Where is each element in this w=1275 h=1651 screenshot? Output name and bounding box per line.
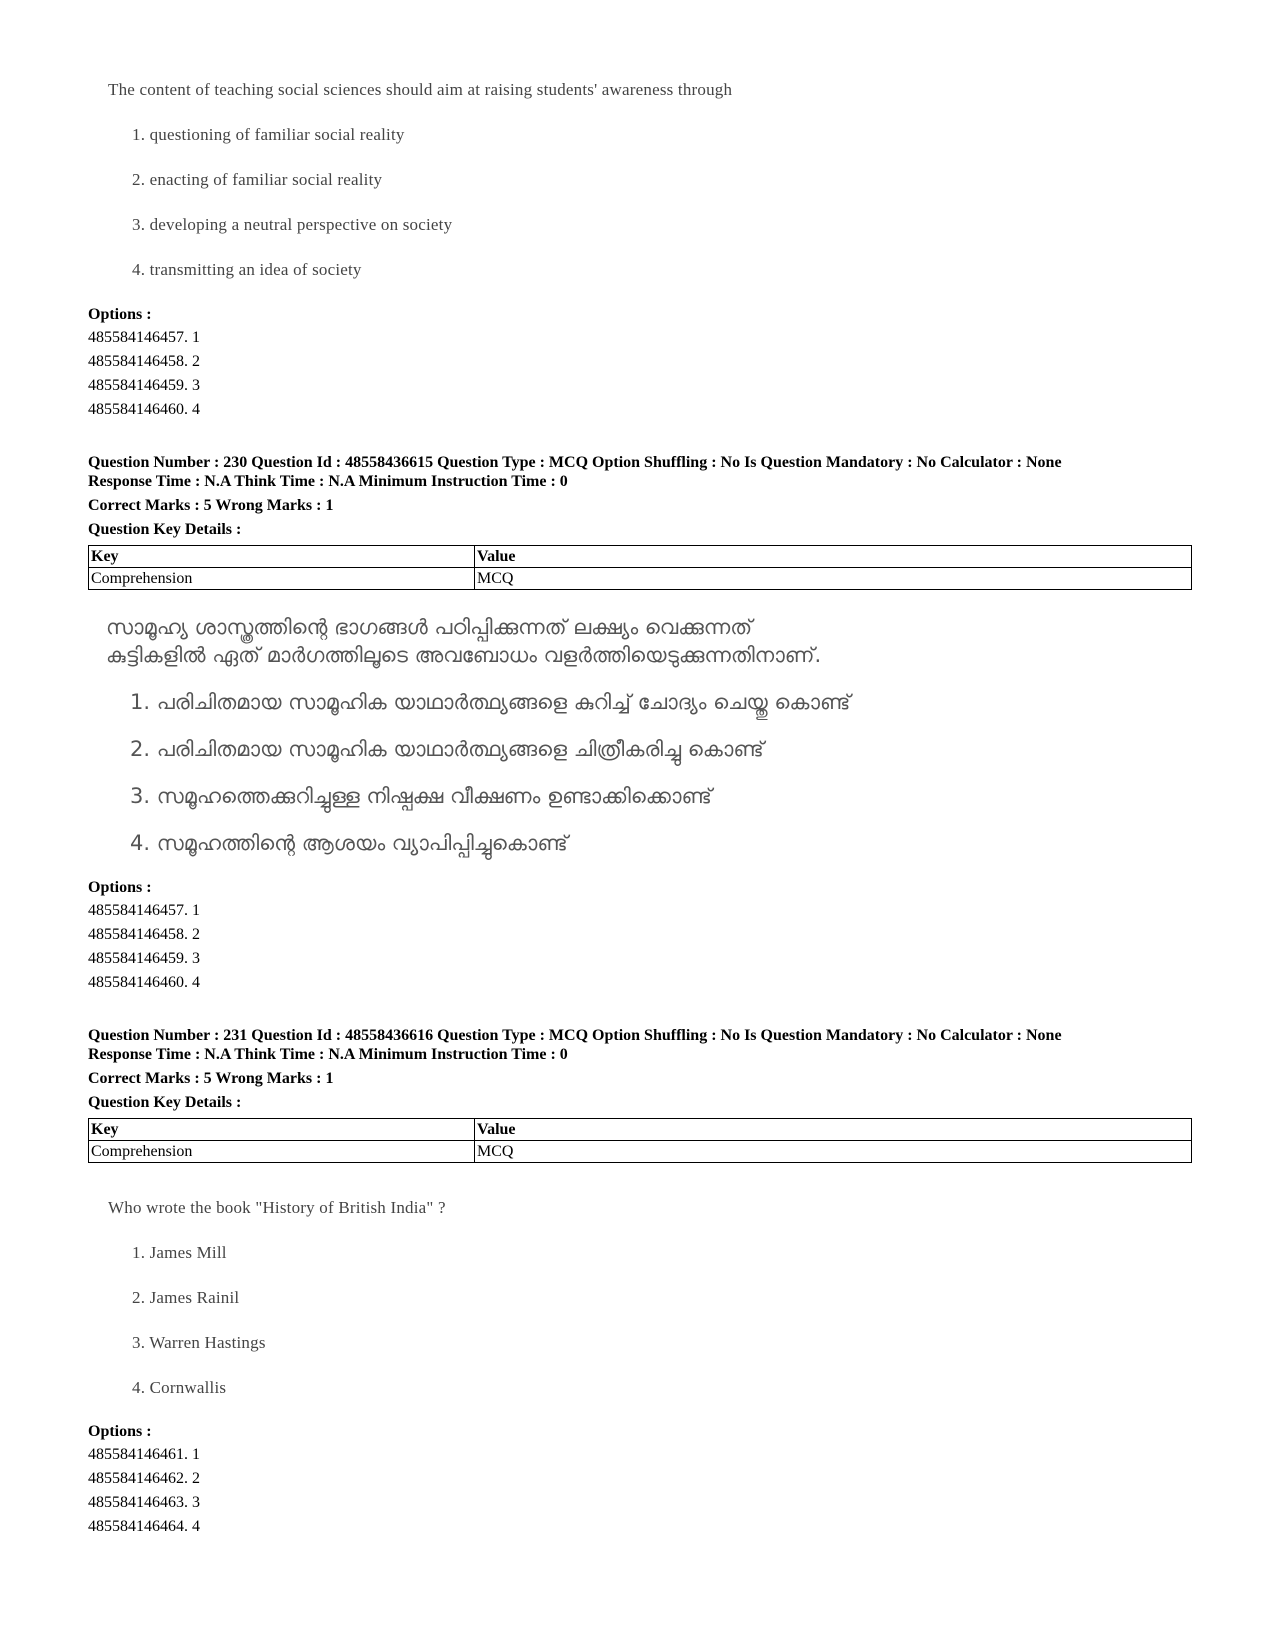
choice-2: 2. പരിചിതമായ സാമൂഹിക യാഥാർത്ഥ്യങ്ങളെ ചിത്രീകരിച്ചു കൊണ്ട് — [130, 737, 764, 761]
option-2: 485584146462. 2 — [88, 1470, 200, 1487]
key-details-label: Question Key Details : — [88, 1094, 242, 1111]
choice-1: 1. James Mill — [132, 1243, 227, 1262]
question-text: Who wrote the book "History of British India" ? — [108, 1198, 446, 1217]
question-timing: Response Time : N.A Think Time : N.A Minimum Instruction Time : 0 — [88, 473, 568, 490]
key-value-table — [88, 1118, 1192, 1163]
key-details-label: Question Key Details : — [88, 521, 242, 538]
key-value-table — [88, 545, 1192, 590]
key-header: Key — [89, 546, 475, 568]
option-2: 485584146458. 2 — [88, 926, 200, 943]
question-header: Question Number : 231 Question Id : 48558436616 Question Type : MCQ Option Shuffling : No Is Question Mandatory : No Calculator : None — [88, 1027, 1062, 1044]
table-row — [89, 1141, 1192, 1163]
option-2: 485584146458. 2 — [88, 353, 200, 370]
choice-4: 4. transmitting an idea of society — [132, 260, 362, 279]
choice-3: 3. developing a neutral perspective on society — [132, 215, 453, 234]
option-4: 485584146460. 4 — [88, 974, 200, 991]
option-3: 485584146463. 3 — [88, 1494, 200, 1511]
key-header: Key — [89, 1119, 475, 1141]
question-text-line-2: കുട്ടികളിൽ ഏത് മാർഗത്തിലൂടെ അവബോധം വളർത്തിയെടുക്കുന്നതിനാണ്. — [106, 643, 822, 667]
option-4: 485584146464. 4 — [88, 1518, 200, 1535]
choice-1: 1. പരിചിതമായ സാമൂഹിക യാഥാർത്ഥ്യങ്ങളെ കുറിച്ച് ചോദ്യം ചെയ്തു കൊണ്ട് — [130, 690, 851, 714]
question-text: The content of teaching social sciences should aim at raising students' awareness through — [108, 80, 733, 99]
value-cell: MCQ — [475, 568, 1192, 590]
options-label: Options : — [88, 1423, 152, 1440]
option-1: 485584146461. 1 — [88, 1446, 200, 1463]
value-header: Value — [475, 1119, 1192, 1141]
table-row — [89, 568, 1192, 590]
choice-1: 1. questioning of familiar social reality — [132, 125, 405, 144]
marks: Correct Marks : 5 Wrong Marks : 1 — [88, 497, 334, 514]
option-1: 485584146457. 1 — [88, 329, 200, 346]
choice-3: 3. സമൂഹത്തെക്കുറിച്ചുള്ള നിഷ്പക്ഷ വീക്ഷണം ഉണ്ടാക്കിക്കൊണ്ട് — [130, 784, 712, 808]
marks: Correct Marks : 5 Wrong Marks : 1 — [88, 1070, 334, 1087]
key-cell: Comprehension — [89, 1141, 475, 1163]
option-1: 485584146457. 1 — [88, 902, 200, 919]
choice-2: 2. James Rainil — [132, 1288, 240, 1307]
question-timing: Response Time : N.A Think Time : N.A Minimum Instruction Time : 0 — [88, 1046, 568, 1063]
choice-4: 4. Cornwallis — [132, 1378, 227, 1397]
value-cell: MCQ — [475, 1141, 1192, 1163]
choice-2: 2. enacting of familiar social reality — [132, 170, 383, 189]
option-4: 485584146460. 4 — [88, 401, 200, 418]
option-3: 485584146459. 3 — [88, 950, 200, 967]
table-header-row — [89, 546, 1192, 568]
options-label: Options : — [88, 879, 152, 896]
choice-4: 4. സമൂഹത്തിന്റെ ആശയം വ്യാപിപ്പിച്ചുകൊണ്ട് — [130, 831, 568, 855]
options-label: Options : — [88, 306, 152, 323]
option-3: 485584146459. 3 — [88, 377, 200, 394]
question-header: Question Number : 230 Question Id : 48558436615 Question Type : MCQ Option Shuffling : No Is Question Mandatory : No Calculator : None — [88, 454, 1062, 471]
table-header-row — [89, 1119, 1192, 1141]
question-text-line-1: സാമൂഹ്യ ശാസ്ത്രത്തിന്റെ ഭാഗങ്ങൾ പഠിപ്പിക്കുന്നത് ലക്ഷ്യം വെക്കുന്നത് — [106, 615, 753, 639]
key-cell: Comprehension — [89, 568, 475, 590]
choice-3: 3. Warren Hastings — [132, 1333, 266, 1352]
value-header: Value — [475, 546, 1192, 568]
